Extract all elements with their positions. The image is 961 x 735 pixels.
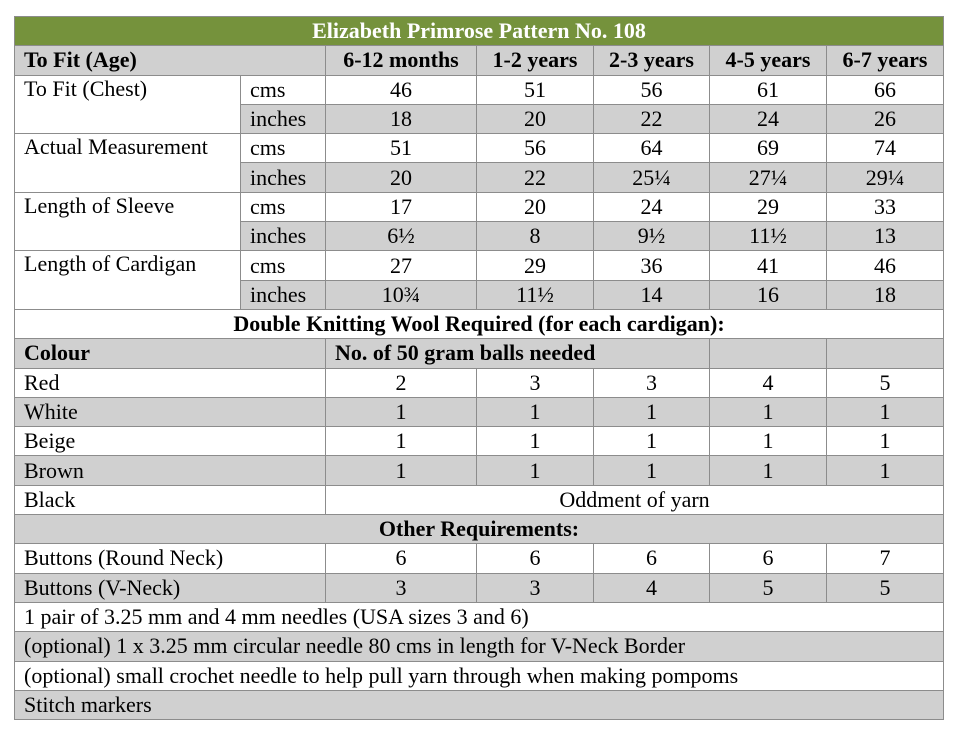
measurement-value: 56 bbox=[477, 134, 594, 163]
ball-count: 1 bbox=[326, 397, 477, 426]
measurement-value: 36 bbox=[594, 251, 710, 280]
measurement-value: 14 bbox=[594, 280, 710, 309]
measurement-label: To Fit (Chest) bbox=[15, 75, 241, 134]
ball-count: 5 bbox=[827, 368, 944, 397]
measurement-value: 29 bbox=[710, 192, 827, 221]
measurement-row-cms bbox=[15, 251, 944, 280]
size-header: 6-12 months bbox=[326, 46, 477, 75]
measurement-value: 18 bbox=[326, 104, 477, 133]
to-fit-age-label: To Fit (Age) bbox=[15, 46, 326, 75]
other-heading: Other Requirements: bbox=[15, 515, 944, 544]
size-header: 4-5 years bbox=[710, 46, 827, 75]
button-count: 6 bbox=[710, 544, 827, 573]
button-count: 3 bbox=[326, 573, 477, 602]
measurement-value: 29¼ bbox=[827, 163, 944, 192]
colour-row bbox=[15, 427, 944, 456]
colour-header-row bbox=[15, 339, 944, 368]
measurement-value: 13 bbox=[827, 222, 944, 251]
measurement-value: 8 bbox=[477, 222, 594, 251]
note-row bbox=[15, 602, 944, 631]
ball-count: 1 bbox=[827, 427, 944, 456]
pattern-table-wrapper bbox=[14, 16, 944, 720]
measurement-value: 22 bbox=[594, 104, 710, 133]
measurement-value: 24 bbox=[594, 192, 710, 221]
ball-count: 1 bbox=[710, 397, 827, 426]
ball-count: 1 bbox=[710, 427, 827, 456]
wool-heading-row bbox=[15, 309, 944, 338]
measurement-value: 46 bbox=[827, 251, 944, 280]
ball-count: 1 bbox=[594, 427, 710, 456]
measurement-value: 74 bbox=[827, 134, 944, 163]
button-count: 6 bbox=[594, 544, 710, 573]
ball-count: 1 bbox=[594, 456, 710, 485]
requirement-note: (optional) 1 x 3.25 mm circular needle 80 cms in length for V-Neck Border bbox=[15, 632, 944, 661]
ball-count: 4 bbox=[710, 368, 827, 397]
wool-heading: Double Knitting Wool Required (for each cardigan): bbox=[15, 309, 944, 338]
measurement-value: 26 bbox=[827, 104, 944, 133]
measurement-value: 11½ bbox=[710, 222, 827, 251]
measurement-value: 22 bbox=[477, 163, 594, 192]
measurement-value: 20 bbox=[326, 163, 477, 192]
empty-cell bbox=[710, 339, 827, 368]
requirement-note: 1 pair of 3.25 mm and 4 mm needles (USA sizes 3 and 6) bbox=[15, 602, 944, 631]
ball-count: 1 bbox=[827, 397, 944, 426]
buttons-row bbox=[15, 573, 944, 602]
ball-count: 1 bbox=[594, 397, 710, 426]
colour-name: Red bbox=[15, 368, 326, 397]
measurement-value: 29 bbox=[477, 251, 594, 280]
measurement-value: 10¾ bbox=[326, 280, 477, 309]
ball-count: 3 bbox=[594, 368, 710, 397]
measurement-value: 56 bbox=[594, 75, 710, 104]
measurement-row-cms bbox=[15, 134, 944, 163]
measurement-value: 20 bbox=[477, 192, 594, 221]
colour-row bbox=[15, 368, 944, 397]
measurement-label: Actual Measurement bbox=[15, 134, 241, 193]
colour-name: Beige bbox=[15, 427, 326, 456]
unit-label: inches bbox=[241, 222, 326, 251]
measurement-label: Length of Sleeve bbox=[15, 192, 241, 251]
measurement-value: 24 bbox=[710, 104, 827, 133]
measurement-value: 27¼ bbox=[710, 163, 827, 192]
measurement-row-cms bbox=[15, 192, 944, 221]
size-header: 6-7 years bbox=[827, 46, 944, 75]
colour-name: White bbox=[15, 397, 326, 426]
note-row bbox=[15, 690, 944, 719]
empty-cell bbox=[827, 339, 944, 368]
ball-count: 1 bbox=[326, 427, 477, 456]
measurement-value: 66 bbox=[827, 75, 944, 104]
measurement-value: 33 bbox=[827, 192, 944, 221]
colour-name: Brown bbox=[15, 456, 326, 485]
ball-count: 1 bbox=[326, 456, 477, 485]
measurement-row-cms bbox=[15, 75, 944, 104]
requirement-note: Stitch markers bbox=[15, 690, 944, 719]
unit-label: inches bbox=[241, 280, 326, 309]
ball-count: 1 bbox=[827, 456, 944, 485]
colour-header: Colour bbox=[15, 339, 326, 368]
unit-label: inches bbox=[241, 104, 326, 133]
measurement-label: Length of Cardigan bbox=[15, 251, 241, 310]
unit-label: cms bbox=[241, 134, 326, 163]
ball-count: 1 bbox=[710, 456, 827, 485]
button-count: 3 bbox=[477, 573, 594, 602]
buttons-label: Buttons (Round Neck) bbox=[15, 544, 326, 573]
measurement-value: 18 bbox=[827, 280, 944, 309]
balls-header: No. of 50 gram balls needed bbox=[326, 339, 710, 368]
other-heading-row bbox=[15, 515, 944, 544]
buttons-label: Buttons (V-Neck) bbox=[15, 573, 326, 602]
measurement-value: 51 bbox=[326, 134, 477, 163]
measurement-value: 64 bbox=[594, 134, 710, 163]
measurement-value: 9½ bbox=[594, 222, 710, 251]
measurement-value: 11½ bbox=[477, 280, 594, 309]
button-count: 4 bbox=[594, 573, 710, 602]
measurement-value: 17 bbox=[326, 192, 477, 221]
colour-row bbox=[15, 456, 944, 485]
button-count: 6 bbox=[477, 544, 594, 573]
buttons-row bbox=[15, 544, 944, 573]
title-row bbox=[15, 17, 944, 46]
ball-count: 3 bbox=[477, 368, 594, 397]
ball-count: 1 bbox=[477, 456, 594, 485]
measurement-value: 69 bbox=[710, 134, 827, 163]
measurement-value: 51 bbox=[477, 75, 594, 104]
unit-label: cms bbox=[241, 251, 326, 280]
ball-count: 2 bbox=[326, 368, 477, 397]
measurement-value: 46 bbox=[326, 75, 477, 104]
colour-row-black bbox=[15, 485, 944, 514]
measurement-value: 16 bbox=[710, 280, 827, 309]
size-header: 1-2 years bbox=[477, 46, 594, 75]
colour-row bbox=[15, 397, 944, 426]
black-yarn-note: Oddment of yarn bbox=[326, 485, 944, 514]
ball-count: 1 bbox=[477, 427, 594, 456]
measurement-value: 20 bbox=[477, 104, 594, 133]
unit-label: inches bbox=[241, 163, 326, 192]
unit-label: cms bbox=[241, 75, 326, 104]
note-row bbox=[15, 661, 944, 690]
measurement-value: 41 bbox=[710, 251, 827, 280]
measurement-value: 25¼ bbox=[594, 163, 710, 192]
button-count: 5 bbox=[827, 573, 944, 602]
button-count: 6 bbox=[326, 544, 477, 573]
measurement-value: 6½ bbox=[326, 222, 477, 251]
size-header: 2-3 years bbox=[594, 46, 710, 75]
colour-name: Black bbox=[15, 485, 326, 514]
note-row bbox=[15, 632, 944, 661]
button-count: 7 bbox=[827, 544, 944, 573]
ball-count: 1 bbox=[477, 397, 594, 426]
unit-label: cms bbox=[241, 192, 326, 221]
measurement-value: 27 bbox=[326, 251, 477, 280]
requirement-note: (optional) small crochet needle to help pull yarn through when making pompoms bbox=[15, 661, 944, 690]
pattern-table bbox=[14, 16, 944, 720]
size-header-row bbox=[15, 46, 944, 75]
button-count: 5 bbox=[710, 573, 827, 602]
pattern-title: Elizabeth Primrose Pattern No. 108 bbox=[15, 17, 944, 46]
measurement-value: 61 bbox=[710, 75, 827, 104]
